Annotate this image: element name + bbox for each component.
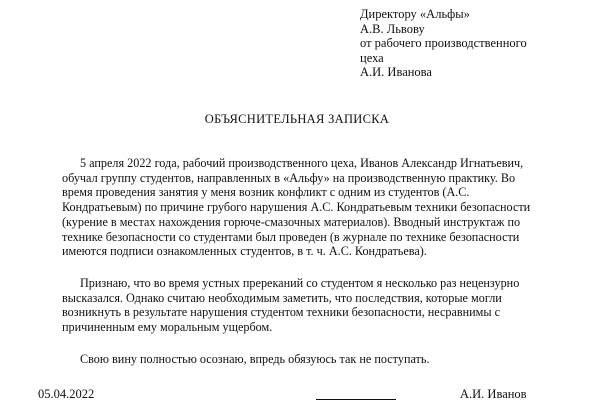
addressee-name: А.В. Львову	[360, 21, 425, 36]
signature-row	[38, 387, 578, 403]
sender-name: А.И. Иванова	[360, 65, 432, 80]
addressee-position: Директору «Альфы»	[360, 7, 470, 21]
body-paragraph: Признаю, что во время устных пререканий со студентом я несколько раз нецензурно высказался. Однако считаю необходимым заметить, что последствия, которые могли возникнуть в результате нарушения студентом техники безопасности, несравнимы с причиненным ему моральным ущербом.	[62, 275, 520, 335]
sender-department: цеха	[360, 50, 384, 65]
signature-line	[316, 399, 396, 400]
body-paragraph: Свою вину полностью осознаю, впредь обязуюсь так не поступать.	[80, 351, 430, 366]
signature-date: 05.04.2022	[38, 387, 95, 401]
signature-name: А.И. Иванов	[460, 387, 527, 401]
addressee-block	[360, 7, 590, 80]
body-paragraph: 5 апреля 2022 года, рабочий производственного цеха, Иванов Александр Игнатьевич, обучал группу студентов, направленных в «Альфу» на производственную практику. Во время проведения занятия у меня возник конфликт с одним из студентов (А.С. Кондратьевым) по причине грубого нарушения А.С. Кондратьевым техники безопасности (курение в местах нахождения горюче-смазочных материалов). Вводный инструктаж по технике безопасности со студентами был проведен (в журнале по технике безопасности имеются подписи ознакомленных студентов, в т. ч. А.С. Кондратьева).	[62, 156, 531, 259]
document-title: ОБЪЯСНИТЕЛЬНАЯ ЗАПИСКА	[204, 112, 390, 126]
sender-position: от рабочего производственного	[360, 36, 527, 51]
document-body	[62, 156, 542, 383]
